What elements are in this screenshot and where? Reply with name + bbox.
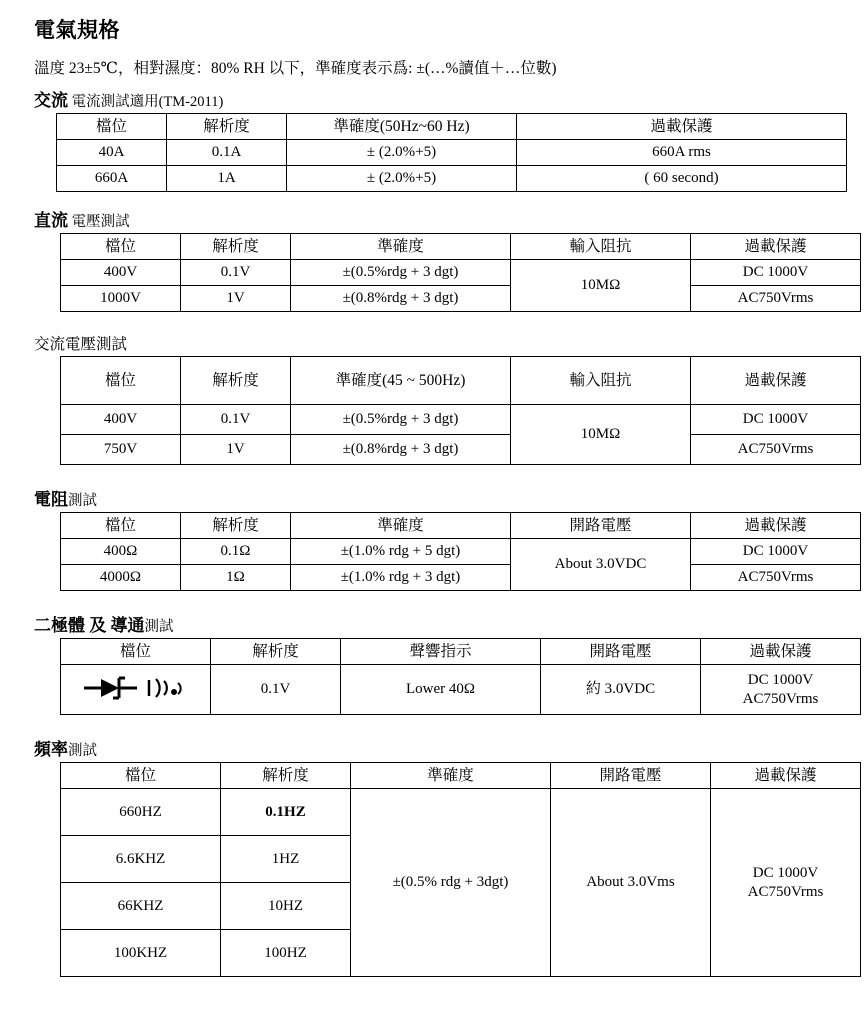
col-header-open-voltage: 開路電壓 <box>541 639 701 665</box>
section-heading-resistance <box>34 485 838 510</box>
cell-resolution: 0.1V <box>181 405 291 435</box>
table-ac-current <box>56 113 847 192</box>
section-dc-voltage <box>34 206 838 312</box>
cell-protection <box>711 789 861 977</box>
cell-range: 750V <box>61 435 181 465</box>
cell-range: 660HZ <box>61 789 221 836</box>
cell-accuracy: ±(0.5%rdg + 3 dgt) <box>291 260 511 286</box>
col-header-protection: 過載保護 <box>691 513 861 539</box>
cell-resolution: 0.1HZ <box>221 789 351 836</box>
section-heading-dc-voltage <box>34 206 838 231</box>
table-row <box>61 286 861 312</box>
cell-resolution: 1V <box>181 286 291 312</box>
cell-protection: 660A rms <box>517 140 847 166</box>
cell-resolution: 1A <box>167 166 287 192</box>
heading-sub-text: 測試 <box>144 619 174 635</box>
col-header-open-voltage: 開路電壓 <box>511 513 691 539</box>
cell-impedance: 10MΩ <box>511 405 691 465</box>
cell-resolution: 1V <box>181 435 291 465</box>
col-header-resolution: 解析度 <box>181 357 291 405</box>
cell-accuracy: ±(0.8%rdg + 3 dgt) <box>291 435 511 465</box>
cell-range-icon <box>61 665 211 715</box>
col-header-range: 檔位 <box>61 639 211 665</box>
col-header-protection: 過載保護 <box>701 639 861 665</box>
cell-open-voltage: 約 3.0VDC <box>541 665 701 715</box>
heading-main-text: 直流 <box>34 211 68 230</box>
col-header-range: 檔位 <box>57 114 167 140</box>
table-header-row <box>57 114 847 140</box>
cell-range: 1000V <box>61 286 181 312</box>
col-header-buzzer: 聲響指示 <box>341 639 541 665</box>
cell-accuracy: ±(1.0% rdg + 3 dgt) <box>291 565 511 591</box>
page-title: 電氣規格 <box>34 18 120 42</box>
cell-accuracy: ± (2.0%+5) <box>287 166 517 192</box>
heading-main-text: 二極體 及 導通 <box>34 616 145 635</box>
cell-accuracy: ±(0.8%rdg + 3 dgt) <box>291 286 511 312</box>
heading-sub-text: 電壓測試 <box>68 214 130 230</box>
cell-resolution: 10HZ <box>221 883 351 930</box>
table-dc-voltage <box>60 233 861 312</box>
cell-accuracy: ±(0.5% rdg + 3dgt) <box>351 789 551 977</box>
heading-sub-text: 測試 <box>68 743 97 759</box>
section-ac-current <box>34 86 838 192</box>
table-header-row <box>61 763 861 789</box>
cell-protection-dc: DC 1000V <box>691 260 861 286</box>
cell-protection-dc: DC 1000V <box>747 671 814 688</box>
col-header-resolution: 解析度 <box>211 639 341 665</box>
heading-main-text: 交流 <box>34 91 68 110</box>
heading-sub-text: 電流測試適用(TM-2011) <box>68 94 224 110</box>
col-header-range: 檔位 <box>61 763 221 789</box>
cell-range: 400V <box>61 405 181 435</box>
col-header-accuracy: 準確度 <box>351 763 551 789</box>
table-row <box>61 789 861 836</box>
cell-range: 6.6KHZ <box>61 836 221 883</box>
cell-range: 660A <box>57 166 167 192</box>
table-row <box>61 260 861 286</box>
table-header-row <box>61 639 861 665</box>
heading-main-text: 電阻 <box>34 490 68 509</box>
section-frequency <box>34 735 838 977</box>
section-heading-frequency <box>34 735 838 760</box>
table-diode-continuity <box>60 638 861 715</box>
col-header-impedance: 輸入阻抗 <box>511 357 691 405</box>
table-row <box>61 565 861 591</box>
col-header-range: 檔位 <box>61 513 181 539</box>
cell-protection-ac: AC750Vrms <box>747 883 824 900</box>
cell-protection-dc: DC 1000V <box>691 405 861 435</box>
cell-resolution: 0.1V <box>211 665 341 715</box>
section-diode-continuity <box>34 611 838 715</box>
section-resistance <box>34 485 838 591</box>
cell-resolution: 0.1Ω <box>181 539 291 565</box>
cell-protection-ac: AC750Vrms <box>691 435 861 465</box>
table-ac-voltage <box>60 356 861 465</box>
diode-buzzer-icon <box>83 673 189 703</box>
col-header-impedance: 輸入阻抗 <box>511 234 691 260</box>
cell-buzzer: Lower 40Ω <box>341 665 541 715</box>
cell-resolution: 1HZ <box>221 836 351 883</box>
col-header-resolution: 解析度 <box>181 234 291 260</box>
col-header-resolution: 解析度 <box>221 763 351 789</box>
cell-range: 66KHZ <box>61 883 221 930</box>
section-heading-diode <box>34 611 838 636</box>
cell-protection-dc: DC 1000V <box>752 864 819 881</box>
col-header-resolution: 解析度 <box>167 114 287 140</box>
cell-protection-ac: AC750Vrms <box>691 286 861 312</box>
table-row <box>61 665 861 715</box>
col-header-protection: 過載保護 <box>517 114 847 140</box>
table-resistance <box>60 512 861 591</box>
col-header-accuracy: 準確度(45 ~ 500Hz) <box>291 357 511 405</box>
cell-protection: ( 60 second) <box>517 166 847 192</box>
table-header-row <box>61 513 861 539</box>
section-heading-ac-current <box>34 86 838 111</box>
table-header-row <box>61 234 861 260</box>
cell-range: 4000Ω <box>61 565 181 591</box>
cell-resolution: 0.1A <box>167 140 287 166</box>
cell-protection <box>701 665 861 715</box>
cell-resolution: 0.1V <box>181 260 291 286</box>
table-row <box>61 539 861 565</box>
cell-range: 400Ω <box>61 539 181 565</box>
table-frequency <box>60 762 861 977</box>
col-header-accuracy: 準確度 <box>291 513 511 539</box>
cell-range: 100KHZ <box>61 930 221 977</box>
table-row <box>61 405 861 435</box>
table-row <box>61 435 861 465</box>
col-header-accuracy: 準確度 <box>291 234 511 260</box>
condition-note: 溫度 23±5℃，相對濕度：80% RH 以下，準確度表示爲: ±(…%讀值＋…位數) <box>34 60 557 77</box>
cell-protection-ac: AC750Vrms <box>742 690 819 707</box>
table-row <box>57 166 847 192</box>
cell-resolution: 1Ω <box>181 565 291 591</box>
cell-accuracy: ±(0.5%rdg + 3 dgt) <box>291 405 511 435</box>
cell-protection-ac: AC750Vrms <box>691 565 861 591</box>
cell-protection-dc: DC 1000V <box>691 539 861 565</box>
heading-main-text: 頻率 <box>34 740 68 759</box>
heading-sub-text: 測試 <box>68 493 97 509</box>
col-header-accuracy: 準確度(50Hz~60 Hz) <box>287 114 517 140</box>
cell-impedance: 10MΩ <box>511 260 691 312</box>
cell-accuracy: ± (2.0%+5) <box>287 140 517 166</box>
cell-open-voltage: About 3.0Vms <box>551 789 711 977</box>
table-header-row <box>61 357 861 405</box>
col-header-range: 檔位 <box>61 234 181 260</box>
cell-resolution: 100HZ <box>221 930 351 977</box>
col-header-open-voltage: 開路電壓 <box>551 763 711 789</box>
cell-range: 40A <box>57 140 167 166</box>
col-header-protection: 過載保護 <box>691 234 861 260</box>
col-header-protection: 過載保護 <box>691 357 861 405</box>
col-header-resolution: 解析度 <box>181 513 291 539</box>
section-heading-ac-voltage: 交流電壓測試 <box>34 336 128 353</box>
col-header-range: 檔位 <box>61 357 181 405</box>
col-header-protection: 過載保護 <box>711 763 861 789</box>
section-ac-voltage <box>34 332 838 465</box>
cell-open-voltage: About 3.0VDC <box>511 539 691 591</box>
cell-accuracy: ±(1.0% rdg + 5 dgt) <box>291 539 511 565</box>
cell-range: 400V <box>61 260 181 286</box>
table-row <box>57 140 847 166</box>
